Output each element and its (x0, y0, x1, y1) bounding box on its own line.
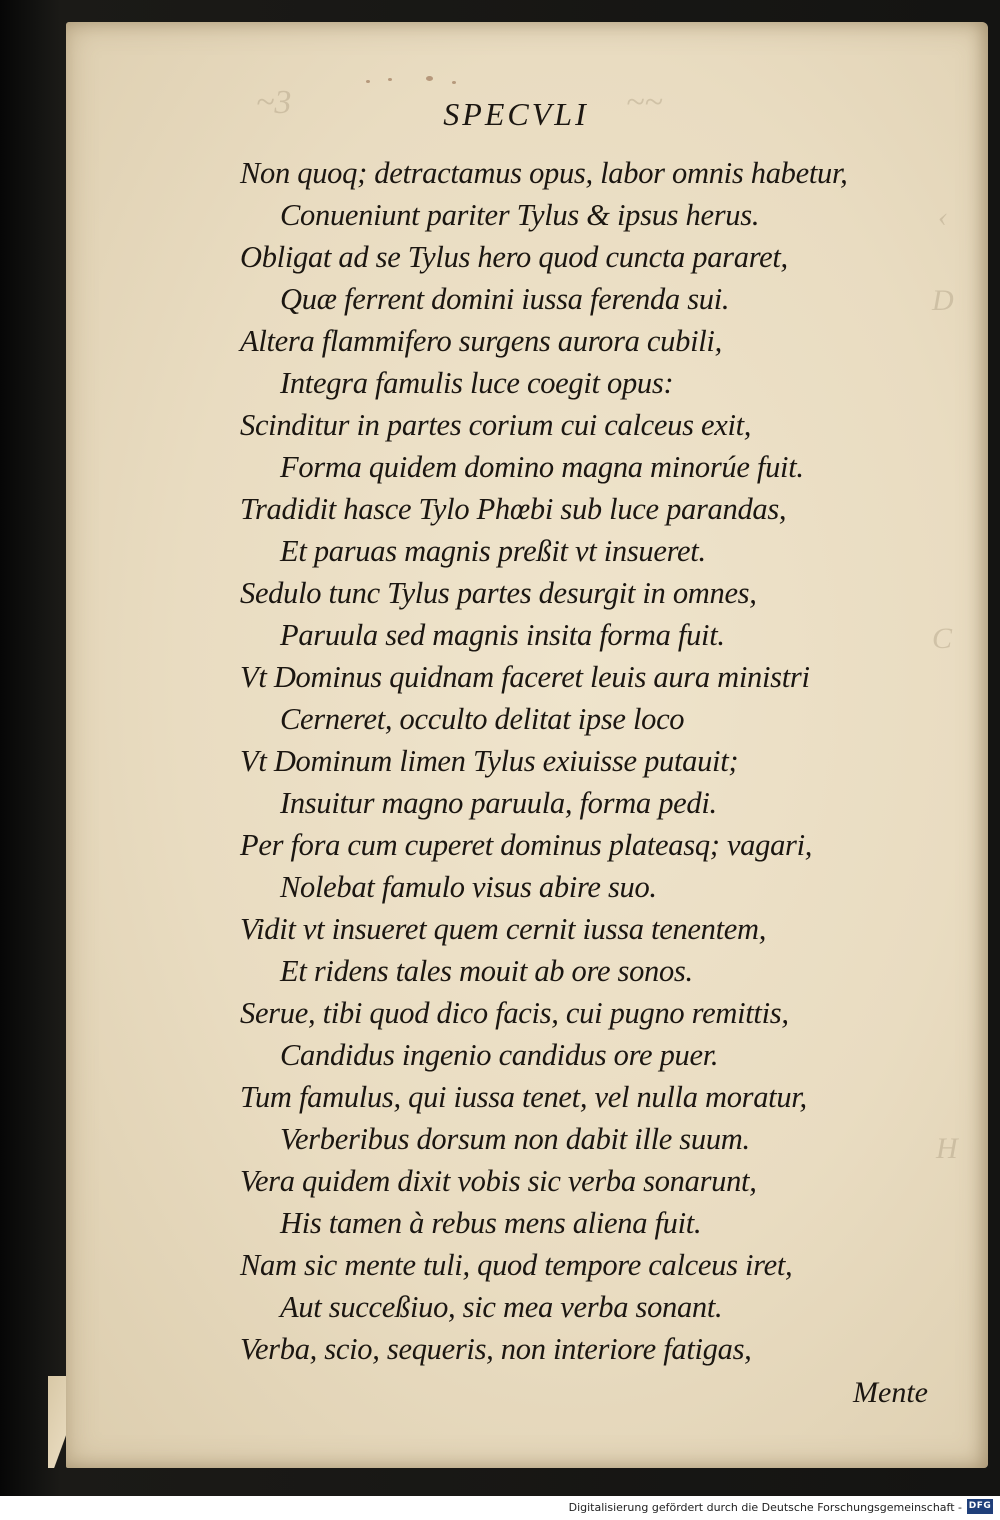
digitization-footer (0, 1496, 1000, 1520)
show-through-text: ~~ (626, 84, 663, 121)
show-through-glyph: D (932, 284, 954, 317)
verse-line: Vera quidem dixit vobis sic verba sonarunt, (240, 1164, 757, 1198)
verse-line: Paruula sed magnis insita forma fuit. (280, 618, 725, 652)
verse-line: Scinditur in partes corium cui calceus exit, (240, 408, 752, 442)
verse-line: Nam sic mente tuli, quod tempore calceus iret, (240, 1248, 793, 1282)
verse-line: Quæ ferrent domini iussa ferenda sui. (280, 282, 730, 316)
verse-line: Tum famulus, qui iussa tenet, vel nulla moratur, (240, 1080, 807, 1114)
verse-line: Serue, tibi quod dico facis, cui pugno remittis, (240, 996, 789, 1030)
verse-line: Altera flammifero surgens aurora cubili, (240, 324, 722, 358)
verse-line: Sedulo tunc Tylus partes desurgit in omnes, (240, 576, 757, 610)
paper-specks (366, 74, 486, 88)
verse-line: Obligat ad se Tylus hero quod cuncta pararet, (240, 240, 788, 274)
verse-line: Insuitur magno paruula, forma pedi. (280, 786, 717, 820)
catchword: Mente (853, 1376, 928, 1409)
show-through-glyph: H (936, 1132, 958, 1165)
verse-line: Candidus ingenio candidus ore puer. (280, 1038, 719, 1072)
verse-line: Vidit vt insueret quem cernit iussa tenentem, (240, 912, 767, 946)
running-header: SPECVLI (443, 96, 589, 132)
verse-line: Verberibus dorsum non dabit ille suum. (280, 1122, 750, 1156)
footer-credit: Digitalisierung gefördert durch die Deutsche Forschungsgemeinschaft - (568, 1501, 962, 1514)
verse-line: Et paruas magnis preßit vt insueret. (280, 534, 706, 568)
verse-text (240, 152, 940, 1370)
verse-line: Tradidit hasce Tylo Phœbi sub luce parandas, (240, 492, 787, 526)
verse-line: Forma quidem domino magna minorúe fuit. (280, 450, 804, 484)
verse-line: Vt Dominum limen Tylus exiuisse putauit; (240, 744, 739, 778)
verse-line: Vt Dominus quidnam faceret leuis aura ministri (240, 660, 810, 694)
verse-line: Per fora cum cuperet dominus plateasq; vagari, (240, 828, 813, 862)
verse-line: Aut succeßiuo, sic mea verba sonant. (280, 1290, 723, 1324)
verse-line: Integra famulis luce coegit opus: (280, 366, 674, 400)
verse-line: Non quoq; detractamus opus, labor omnis habetur, (240, 156, 848, 190)
verse-line: Nolebat famulo visus abire suo. (280, 870, 657, 904)
verse-line: Et ridens tales mouit ab ore sonos. (280, 954, 693, 988)
verse-line: Cerneret, occulto delitat ipse loco (280, 702, 685, 736)
verse-line: Conueniunt pariter Tylus & ipsus herus. (280, 198, 760, 232)
show-through-text: ~3 (256, 84, 292, 121)
dfg-logo[interactable]: DFG (967, 1499, 993, 1514)
verse-line: His tamen à rebus mens aliena fuit. (280, 1206, 702, 1240)
show-through-glyph: ‹ (938, 200, 948, 233)
verse-line: Verba, scio, sequeris, non interiore fatigas, (240, 1332, 752, 1366)
show-through-glyph: C (932, 622, 953, 655)
